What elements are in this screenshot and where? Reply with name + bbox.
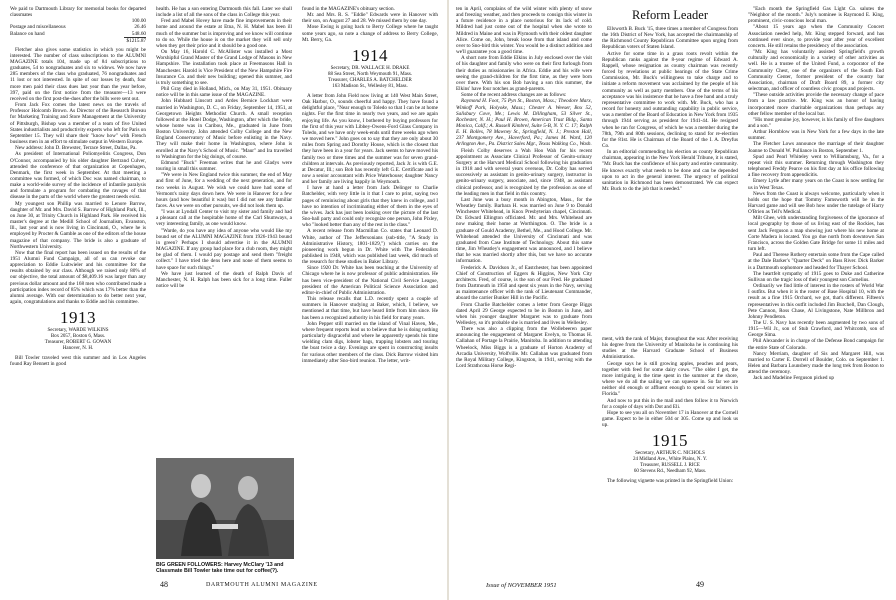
paragraph: Emery Lytle after many years on the Coast is now settling for us in West Texas. xyxy=(748,178,884,191)
paragraph: And now to put this in the mail and then follow it to Norwich for a couple of days with Dot and Eli. xyxy=(602,397,738,410)
paragraph: Fletcher also gives some statistics in which you might be interested. The number of class subscriptions to the ALUMNI MAGAZINE totals 104, made up of 84 subscriptions to graduates, 54 to nongraduates and six to widows. We now have 285 members of the class who graduated, 76 nongraduates and 11 lost or not interested. In spite of our losses by death, four more men paid their class dues last year than the year before, 397, paid on the first notice from the treasurer—13 were received on the first post-the-dues after the bills were sent out. xyxy=(10,46,146,102)
class-treasurer: Treasurer, CHARLES A. BATCHELDER xyxy=(328,77,412,83)
paragraph: From Jack Fox comes the latest news on the travels of Professor Holcomb Brown. As Director of the Research Bureau for Marketing Training and Store Management at the University of Pittsburgh, Bishop was a member of a team of five United States industrialists and productivity experts who left for Paris on September 15. They will share their "know how" with French business men in an effort to stimulate output in Western Europe. xyxy=(10,102,146,146)
paragraph: Jack and Madeline Ferguson picked up xyxy=(753,375,835,382)
class-secretary: Secretary, DR. WALLACE H. DRAKE xyxy=(330,65,410,71)
paragraph: Fred and Mabel Hovey have made fine improvements in their home and around the estate at Etna, N. H. Mabel has been ill much of the summer but is improving and we know will continue to do so. While the house is on the market they will sell only when they get their price and it should be a good one. xyxy=(156,18,292,49)
ledger-row: 100.00 xyxy=(131,18,146,25)
class-address: 24 Midland Ave., White Plains, N. Y. xyxy=(632,457,708,463)
class-year-heading: 1913 xyxy=(60,308,96,328)
paragraph: We have just learned of the death of Ralph Davis of Manchester, N. H. Ralph has been sick for a long time. Fuller notice will be xyxy=(156,270,292,290)
paragraph: "These outside activities provide the necessary change of pace from a law practice. Mr. King was an honor of having incorporated more charitable organizations than perhaps any other fellow member of the local bar. xyxy=(748,92,884,117)
class-secretary: Secretary, WARDE WILKINS xyxy=(47,328,109,334)
paragraph: "Mr. King has voluntarily assisted Springfield's growth culturally and economically in a variety of other activities as well. He is a trustee of the United Fund, a corporator of the Community Chest, one of the organizers of the South End Community Center, former president of the country bar Association, chairman of Draft Board 89, a former city selectman, and officer of countless civic groups and projects. xyxy=(748,49,884,93)
paragraph: John Pepper still married on the island of Vinal Haven, Me., where frequent reports lead us to believe that he is doing nothing particularly disgraceful and where he apparently spends his time wielding clam digs, lobster bags, trapping lobsters and touring the boat twice a day. Evenings are spent in constructing insults for various other members of the class. Dick Barrow visited him immediately after Sno-bird reunion. The letter, writ- xyxy=(302,320,438,364)
article-title: Reform Leader xyxy=(631,8,708,22)
paragraph: Hope to see you all on November 17 in Hanover at the Cornell game. Expect to be in either 504 or 305. Come up and look us up. xyxy=(602,409,738,429)
paragraph: I have at hand a letter from Jack Delinger to Charlie Batchelder, with very little in it that I care to print, saying two pages of reminiscing about girls that they knew in college, and I have no intention of incriminating either of them in the eyes of the wives. Jack has just been looking over the picture of the last Sno-ball party and could only recognize one person, John Pixley, who "looked better than any of the rest in the class." xyxy=(302,185,438,229)
class-photo xyxy=(156,458,294,559)
class-treasurer-city: 163 Madison St., Wellesley 81, Mass. xyxy=(332,83,408,89)
paragraph: Ellsworth B. Buck '15, three times a member of Congress from the 16th District of New York, has accepted the chairmanship of the Richmond County Republican Committee upon urging from Republican voters of Staten Island. xyxy=(602,26,738,51)
paragraph: A letter from John Field now living at 140 West Main Street, Oak Harbor, O., sounds cheerful and happy. They have found a delightful place, "Near enough to Toledo so that I can be at home nights. For the first time in nearly two years, and we are again enjoying life. As you know, I bothered by buying professors for the first of this year with Libbey-Owens-Ford Glass Company in Toledo, and we have only week-ends until three weeks ago when we moved here." John goes on to say that they are only about 30 miles from Spring and Dorothy House, which is the closest that they have been in a year for years. Jack seems to have moved his family two or three times and the summer was for seven grand-children at intervals. As previously reported, Jack Jr. is with G.E. at Decatur, Ill.; son Bob has recently left G.E. Certificate and is now a senior accountant with Price Waterhouse; daughter Nancy and her family are living happily in Weymouth. xyxy=(302,92,438,186)
class-treasurer-city: Hanover, N. H. xyxy=(62,346,94,352)
left-column-3 xyxy=(302,6,438,572)
paragraph: Some of the recent address changes are as follows: xyxy=(461,92,567,99)
paragraph: My youngest son Phillip was married to Lenore Barrow, daughter of Mr. and Mrs. David S. Barrow of Highland Park, Ill., on June 30, at Trinity Church in Highland Park. He received his master's degree at the Medill School of Journalism, Evanston, Ill., last year and is now living in Cincinnati, O., where he is employed by Procter & Gamble as one of the editors of the house magazine of that company. The bride is also a graduate of Northwestern University. xyxy=(10,200,146,250)
photo-figures xyxy=(156,458,294,559)
class-secretary: Secretary, ARTHUR C. NICHOLS xyxy=(635,451,705,457)
paragraph: Mr. and Mrs. R. S. "Eddie" Edwards were in Hanover with their son, on August 27 and 28. We missed them by one day. xyxy=(302,12,438,25)
class-treasurer: Treasurer, RUSSELL J. RICE xyxy=(640,463,700,469)
right-column-2 xyxy=(602,336,738,572)
paragraph: A recent release from Macmillan Co. states that Leonard D. White, author of The Jeffersonians (sub-title, "A Study in Administrative History, 1801-1829,") which carries on the pioneering work begun in Dr. White with The Federalists published in 1948, which was published last week, did much of the research for these studies in Baker Library. xyxy=(302,228,438,266)
class-treasurer-city: 60 Stevens Rd., Needham 92, Mass. xyxy=(633,469,707,475)
paragraph: Bill Towler traveled west this summer and in Los Angeles found Ray Bennett in good xyxy=(10,355,146,368)
left-column-1 xyxy=(10,6,146,572)
paragraph: Ordinarily we find little of interest in the rosters of World War I outfits. But when it is the roster of Base Hospital 10, with the result as a fine 1915 Orchard, we got, that's different. Fifteen's representatives in this outfit included Jim Burchell, Dan Clough, Pete Cannon, Ross Chase, Al Livingstone, Nate Millbron and Johnny Pendleton. xyxy=(748,283,884,320)
photo-caption: BIG GREEN FOLLOWERS: Harvey McClary '13 and Classmate Bill Towler take time out for coffee(?). xyxy=(156,562,284,575)
paragraph: As president of International Poliomyelitis Congress, Don O'Connor, accompanied by his older daughter Bertrand Culver, attended the conference of that organization at Copenhagen, Denmark, the first week in September. At that meeting a committee was formed, of which Doc was named chairman, to make a world-wide survey of the incidence of infantile paralysis and formulate a program for combating the ravages of that disease in the parts of the world where the greatest needs exist. xyxy=(10,151,146,201)
page-number: 49 xyxy=(696,580,704,589)
paragraph: "About 15 years ago when the Community Concert Association needed help, Mr. King stepped forward, and has continued ever since, to provide year after year of excellent concerts. He still retains the presidency of the association. xyxy=(748,24,884,49)
paragraph: Active for some time in a grass roots revolt within the Republican ranks against the 8-year regime of Edward A. Rappell, whose resignation as county chairman was recently forced by revelations at public hearings of the State Crime Commission, Mr. Buck's willingness to take charge and to initiate a reform movement was acclaimed by the people of his community as well as party members. One of the terms of his acceptance was his insistence that he have a free hand and a truly representative committee to work with. Mr. Buck, who has a record for honesty and outstanding capability in public service, was a member of the Board of Education in New York from 1935 through 1944 serving as president for 1941-44. He resigned when he ran for Congress, of which he was a member during the 78th, 79th and 80th sessions, declining to stand for re-election for the 81st. He is Chairman of the Board of the I. A. Dreyfus Co. xyxy=(602,50,738,149)
ledger-total: $1215.87 xyxy=(126,37,146,44)
paragraph: The following vignette was printed in the Springfield Union: xyxy=(607,478,734,485)
paragraph: New address: John D. Brewster, Terrace Street, Dallas, Pa. xyxy=(15,145,137,152)
paragraph: Arthur Hornblow was in New York for a few days in the late summer. xyxy=(748,129,884,142)
class-treasurer: Treasurer, ROBERT G. GOWAN xyxy=(44,340,112,346)
paragraph: A short note from Eddie Elkins in July enclosed over the visit of his daughter and family who were on their first furlough from their duties as missionaries in Africa. Eddie and his wife were seeing the grand-children for the first time, as they were born over there. With his son Bob having a son this summer, the Elkins' have four notches as grand-parents. xyxy=(456,55,592,93)
paragraph: Nancy Merriam, daughter of Sis and Margaret Hill, was married to Carter E. Dorrell of Boulder, Colo. on September 1. Helen and Barbara Lounsbery made the long trek from Boston to attend the ceremony. xyxy=(748,350,884,376)
paragraph: Now that the final report has been issued on the results of the 1951 Alumni Fund Campaign, all of us can revoke our appreciation to Eddie Luitwieler and his committee for the results obtained by our class. Although we raised only 80% of our objective, the total amount of $8,409.16 was larger than any previous dollar amount and the 168 men who contributed made a participation index record of 85% which was 17% better than the alumni average. With our determination to do better next year, again, congratulations and thanks to Eddie and his committee. xyxy=(10,249,146,306)
class-year-heading: 1914 xyxy=(352,45,388,65)
address-list: Raymond H. Foot, 75 Pyn St., Boston, Mass.; Theodore Marx, Winkoff Park, Holyoke, Mass.; Chester A. Weeser, Box 52, Salisbury Cove, Me.; Lewis M. Dillingham, 53 Silver St., Rochester, N. H.; Paul H. Brown, American Trust Bldg., Santa Monica, Calif.; A. Russell Kimbrel, Suite 5-B, N. Y. C. 17; Ralph E. H. Bolles, 78 Mawney St., Springfield, N. J.; Preston Hall, 237 Montgomery Ave., Haverford, Pa.; James M. Ward, 120 Arlington Ave., Pa. District Sales Mgr., Texas Walking Co., Wash. xyxy=(456,98,592,148)
paragraph: Mose Ewing is going back to Berry College where he taught some years ago, so note a change of address to Berry College, Mt. Berry, Ga. xyxy=(302,24,438,43)
paragraph: Fleish Colby deserves a Wah Hoo Wah for his recent appointment as Associate Clinical Professor of Genito-urinary Surgery at the Harvard Medical School following his graduation in 1918 and with several years overseas, Dr. Colby has served successively as assistant in genito-urinary surgery, instructor in genito-urinary surgery, associate, and, since 1948, as assistant clinical professor, and is recognized by the profession as one of the leading men in that field in this country. xyxy=(456,147,592,197)
paragraph: News from the Coast is always welcome, particularly when it holds out the hope that Tommy Farnsworth will be in the Harvard game and will see Bob how under the tutelage of Harry O'Brien as Tell's Medical. xyxy=(748,190,884,216)
paragraph: In an editorial commending his election as county Republican chairman, appearing in the New York Herald Tribune, it is stated, "Mr. Buck has the confidence of his party and entire community. He knows exactly what needs to be done and can be depended upon to act in the general interest. The urgency of political sanitation in Richmond has been demonstrated. We can expect Mr. Buck to do the job that is needed." xyxy=(602,149,738,193)
class-address: Box 2057, Boston 6, Mass. xyxy=(50,334,106,340)
paragraph: Since 1920 Dr. White has been teaching at the University of Chicago where he is now professor of public administration. He has been vice-president of the National Civil Service League, president of the American Political Science Association and editor-in-chief of Public Administration. xyxy=(302,265,438,296)
paragraph: On May 16, Harold C. McAllister was installed a Most Worshipful Grand Master of the Grand Lodge of Masons in New Hampshire. The installation took place at Freemasons Hall in Manchester. Harold is Vice President of the New Hampshire Fire Insurance Co. and their new building; opened this summer, and is truly something to see. xyxy=(156,49,292,86)
quote: "I was at Lyndall Center to visit my sister and family and had a pleasant call at the hospitable home of the Carl Shumways, a very interesting family, as one would know. xyxy=(156,209,292,228)
paragraph: "Each month the Springfield Gas Light Co. salutes the "Neighbor of the month." July's nominee is Raymond E. King, prominent, civic-conscious local man. xyxy=(748,6,884,25)
paragraph: This release recalls that L.D. recently spent a couple of summers in Hanover studying at Baker, which, I believe, we mentioned at that time, but have heard little from him since. He has been a recognized authority in his field for many years. xyxy=(302,296,438,321)
class-year-heading: 1915 xyxy=(652,431,688,451)
paragraph: Paul and Therese Rothery entertain some from the Cape called at the Dale Barker's "Quarter Deck" on Bass River. Dick Barker is a Dartmouth sophomore and headed for Thayer School. xyxy=(748,252,884,271)
paragraph: The U. S. Navy has recently been augmented by two sons of 1915—Wil Jr., son of Stub Crawford, and Whitcomb, son of George Sima. xyxy=(748,319,884,339)
page-number: 48 xyxy=(160,580,168,589)
paragraph: The Fletcher Lows announce the marriage of their daughter Joanne to Donald W. Pulliance in Boston, September 1. xyxy=(748,141,884,154)
paragraph: The heartfelt sympathy of 1915 goes to Duke and Catherine Sullivan on the tragic loss of their youngest son Cornelius. xyxy=(748,270,884,283)
paragraph: John Hubbard Linscott and Ardes Bernice Lockhart were married in Washington, D. C., on Friday, September 14, 1951, at Georgetown Heights Methodist Church. A small reception followed at the Hotel Dodge, Washington, after which the bride, whose home was in Caribou, Me., graduated in June from Boston University. John attended Colby College and the New England Conservatory of Music before enlisting in the Navy. They will make their home in Washington, where John is enrolled at the Navy's School of Music. "Maur" and Ira travelled to Washington for the big doings, of course. xyxy=(156,98,292,160)
right-column-1 xyxy=(456,6,592,572)
paragraph: "His most genuine joy, however, is his family of five daughters and a son." xyxy=(748,116,884,129)
right-page xyxy=(448,0,896,600)
ledger-intro: We paid to Dartmouth Library for memorial books for departed classmates xyxy=(10,6,146,19)
paragraph: Last June was a busy month in Abington, Mass., for the Wheatley family. Barbara H. was married on June 9 to Donald Winchester Whitehead, in Knox Presbyterian chapel, Cincinnati. Dr. Edward Ellington officiated. Mr. and Mrs. Whitehead are now making their home at Worthington. O. The bride is a graduate of Gould Academy, Bethel, Me., and Hood College. Mr. Whitehead attended the University of Cincinnati and was graduated from Case Institute of Technology. About this same time, Jim Wheatley's engagement was announced, and I believe that he was married shortly after this, but we have no accurate information. xyxy=(456,196,592,265)
paragraph: Phil Alexander is in charge of the Defense Bond campaign for the entire State of Colorado. xyxy=(748,338,884,351)
issue-line: Issue of NOVEMBER 1951 xyxy=(486,582,557,589)
paragraph: George says he is still growing apples, peaches and pears, together with feed for some dairy cows. "The older I get, the more intriguing is the time spent in the summer at the shore, where we do all the sailing we can squeeze in. So far we are neither old enough or affluent enough to spend our winters in Florida." xyxy=(602,360,738,398)
ledger-row: Balance on hand 548.60 xyxy=(10,30,146,37)
magazine-title: DARTMOUTH ALUMNI MAGAZINE xyxy=(206,582,318,588)
paragraph: From Charlie Batchelder comes a letter from George Biggs dated April 29 George expected to be in Boston in June, and when his younger daughter Margaret was to graduate from Wellesley, so it's probable she is married and lives in Wellesley. xyxy=(456,301,592,326)
paragraph: Phil Gray died in Holland, Mich., on May 31, 1951. Obituary notice will be in this same issue of the MAGAZINE. xyxy=(156,86,292,99)
paragraph: found in the MAGAZINE's obituary section. xyxy=(302,6,395,12)
paragraph: Edmund "Buck" Freeman writes that he and Gladys were touring in small this summer. xyxy=(156,159,292,173)
paragraph: health. He has a son entering Dartmouth this fall. Later we shall include a list of all the sons of the class in College this year. xyxy=(156,6,292,19)
paragraph: Spud and Pearl Whiteley went to Williamsburg, Va., for a repeat visit this summer. Returning through Washington they telephoned Freddy Pearce on his first day at his office following a fine recovery from appendicitis. xyxy=(748,153,884,179)
ledger-row: Postage and miscellaneous 26.46 xyxy=(10,24,146,31)
right-column-3 xyxy=(748,6,884,572)
paragraph: There was also a clipping from the Wollebeeren paper announcing the engagement of Margaret Evelyn, to Thomas H. Callahan of Portage la Prairie, Manitoba. In addition to attending Wheelock, Miss Biggs is a graduate of Horton Academy of Arcadia University, Wolfville. Mr. Callahan was graduated from the Royal Military College, Kingston, in 1941, serving with the Lord Strathcona Horse Regi- xyxy=(456,326,592,370)
paragraph: ten in April, complains of the wild winter with plenty of snow and freezing weather, and then proceeds to consign this winter in a future residence in a place notorious for its lack of cold. Mildred had just come out of the hospital when she wrote to Mildred in Maine and was in Plymouth with their oldest daughter Alice. Come on, John, break loose from that island and come over to Sno-bird this winter. You would be a distinct addition and we'll guarantee you a good time. xyxy=(456,6,592,56)
paragraph: Milt Ghee, with understanding forgiveness of the ignorance of local geography by those of us living east of the Rockies, has sent Jack Ferguson a map showing just where his new home at Corte Madera is located. You go due north from downtown San Francisco, across the Golden Gate Bridge for some 11 miles and turn left. xyxy=(748,215,884,253)
reform-leader-article xyxy=(602,6,738,330)
class-address: 88 Sea Street, North Weymouth 91, Mass. xyxy=(327,71,413,77)
quote: "We were in New England twice this summer, the end of May and first of June, for a wedding of the next generation, and for two weeks in August. We wish we could have had some of Vermont's rainy days down here. We were in Hanover for a few hours (and how beautiful it was) but I did not see any familiar faces. As we were on other pursuits, we did not look them up. xyxy=(156,172,292,209)
paragraph: ment, with the rank of Major, throughout the war. After receiving his degree from the University of Manitoba he is continuing his studies at the Harvard Graduate School of Business Administration. xyxy=(602,336,738,361)
quote: "Warde, do you have any idea of anyone who would like my bound set of the ALUMNI MAGAZINE from 1926-1943 bound in green? Perhaps I should advertise it in the ALUMNI MAGAZINE. If any group had place for a club room, they might be glad of them. I would pay postage and send them "freight collect." I have tried the dens here and none of them seems to have space for such things." xyxy=(156,227,292,271)
paragraph: Frederick A. Davidson Jr., of Eastchester, has been appointed Chief of Construction of Eggers & Higgins, New York City architects. Fred, of course, is the son of our Fred. He graduated from Dartmouth in 1950 and spent six years in the Navy, serving as maintenance officer with the rank of Lieutenant Commander, aboard the carrier Bunker Hill in the Pacific. xyxy=(456,264,592,302)
left-column-2 xyxy=(156,6,292,455)
